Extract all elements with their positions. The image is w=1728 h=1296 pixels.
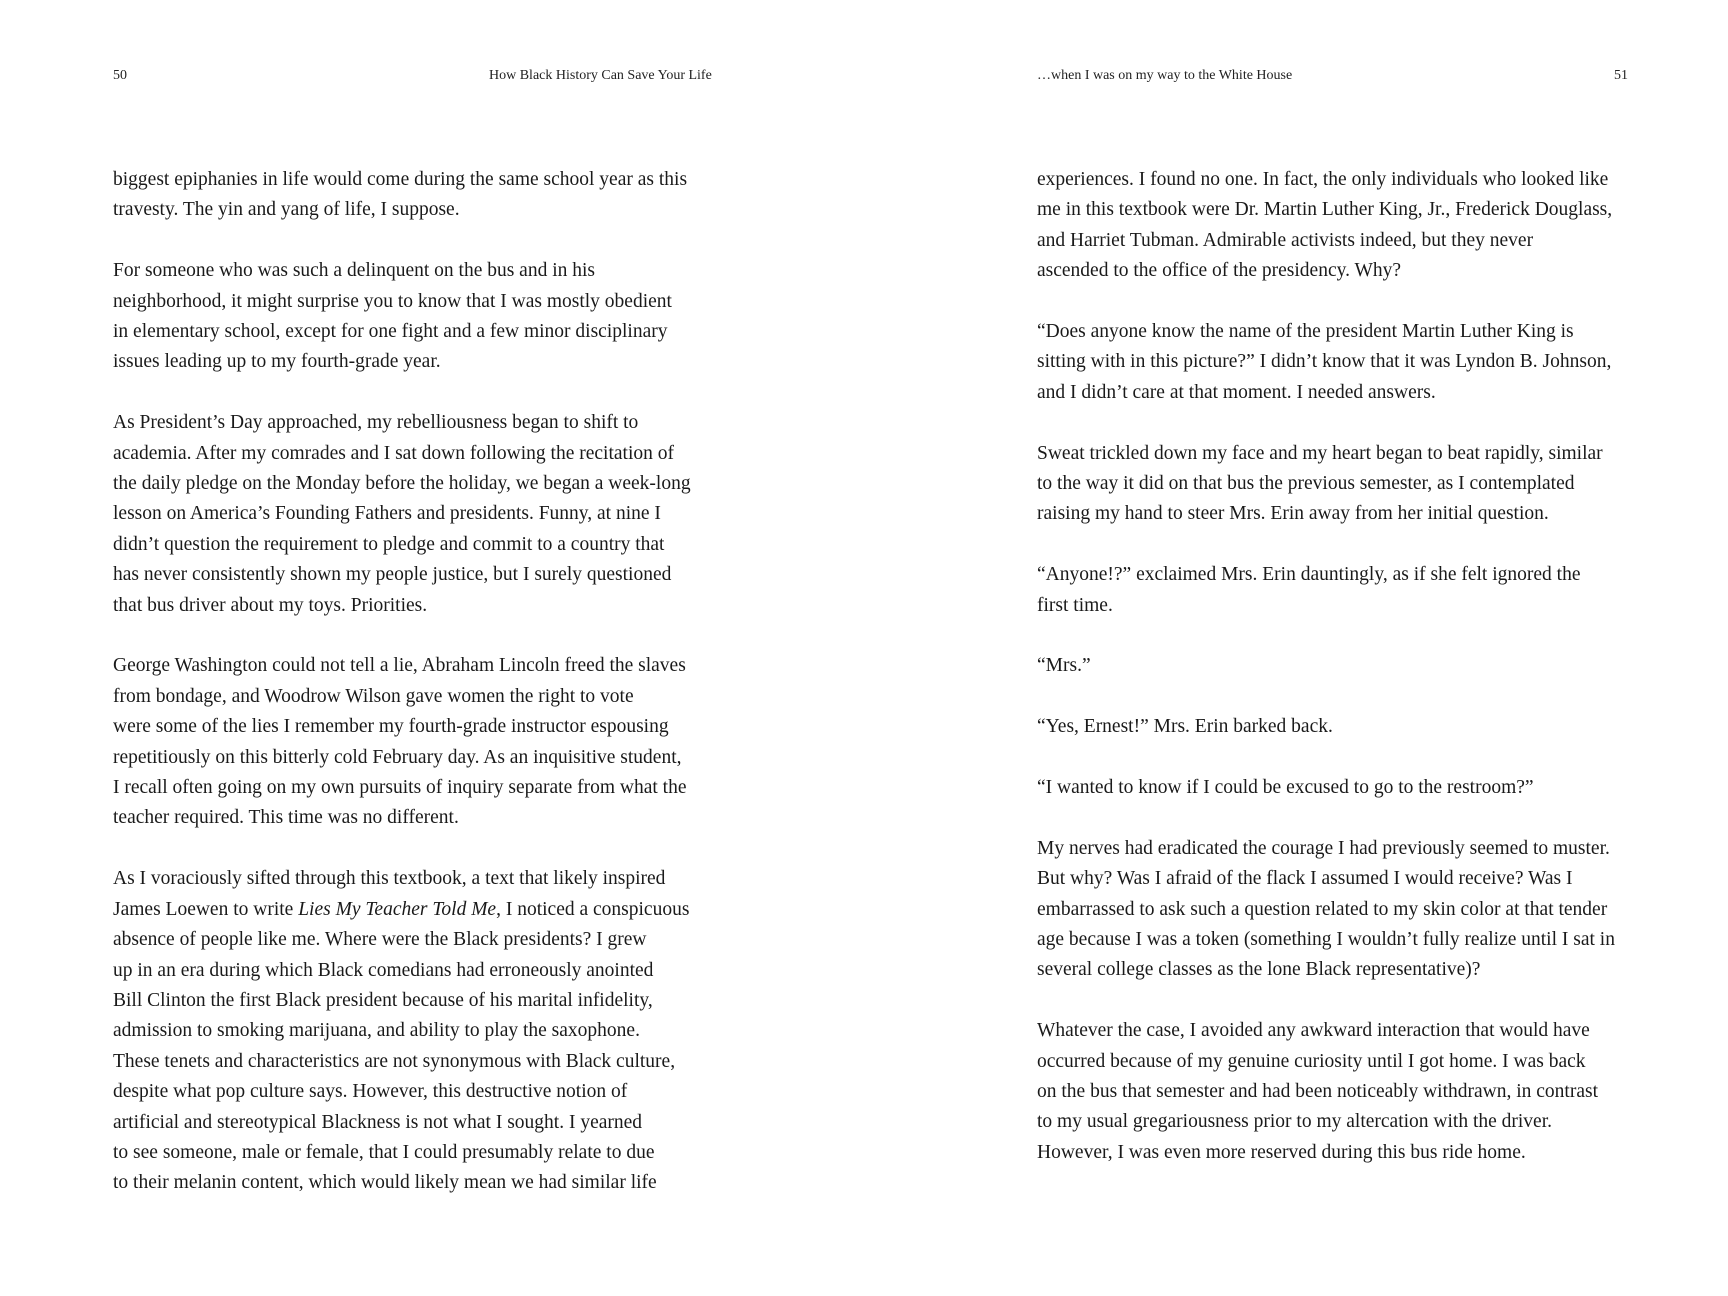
paragraph xyxy=(1037,439,1637,530)
text-line: on the bus that semester and had been noticeably withdrawn, in contrast xyxy=(1037,1081,1599,1103)
text-line: George Washington could not tell a lie, Abraham Lincoln freed the slaves xyxy=(113,655,686,677)
text-line: issues leading up to my fourth-grade year. xyxy=(113,351,441,373)
paragraph xyxy=(113,408,713,621)
text-line: admission to smoking marijuana, and ability to play the saxophone. xyxy=(113,1020,640,1042)
text-line: travesty. The yin and yang of life, I suppose. xyxy=(113,199,460,221)
paragraph xyxy=(1037,712,1637,742)
text-line: and Harriet Tubman. Admirable activists indeed, but they never xyxy=(1037,229,1534,251)
text-line: were some of the lies I remember my fourth-grade instructor espousing xyxy=(113,716,669,738)
text-line: lesson on America’s Founding Fathers and presidents. Funny, at nine I xyxy=(113,503,661,525)
text-line: raising my hand to steer Mrs. Erin away from her initial question. xyxy=(1037,503,1549,525)
text-line: in elementary school, except for one fight and a few minor disciplinary xyxy=(113,321,668,343)
text-line: “Mrs.” xyxy=(1037,655,1091,677)
paragraph xyxy=(113,256,713,378)
paragraph xyxy=(1037,165,1637,287)
text-line: For someone who was such a delinquent on the bus and in his xyxy=(113,260,596,282)
paragraph xyxy=(1037,651,1637,681)
text-line: to my usual gregariousness prior to my altercation with the driver. xyxy=(1037,1111,1553,1133)
text-line: ascended to the office of the presidency. Why? xyxy=(1037,260,1402,282)
text-line: to the way it did on that bus the previous semester, as I contemplated xyxy=(1037,473,1575,495)
text-line: neighborhood, it might surprise you to know that I was mostly obedient xyxy=(113,290,672,312)
text-line: age because I was a token (something I wouldn’t fully realize until I sat in xyxy=(1037,929,1615,951)
text-line: to see someone, male or female, that I could presumably relate to due xyxy=(113,1141,655,1163)
text-line: Bill Clinton the first Black president because of his marital infidelity, xyxy=(113,989,653,1011)
text-line: But why? Was I afraid of the flack I assumed I would receive? Was I xyxy=(1037,868,1573,890)
text-line: I recall often going on my own pursuits of inquiry separate from what the xyxy=(113,777,687,799)
paragraph xyxy=(1037,317,1637,408)
right-page xyxy=(864,0,1728,1296)
text-line: sitting with in this picture?” I didn’t know that it was Lyndon B. Johnson, xyxy=(1037,351,1612,373)
text-line: and I didn’t care at that moment. I needed answers. xyxy=(1037,381,1436,403)
right-body-text xyxy=(1037,165,1637,1199)
text-line: teacher required. This time was no different. xyxy=(113,807,459,829)
text-segment: James Loewen to write xyxy=(113,898,299,920)
text-line: As President’s Day approached, my rebelliousness began to shift to xyxy=(113,412,639,434)
text-line: experiences. I found no one. In fact, the only individuals who looked like xyxy=(1037,169,1609,190)
book-title-italic: Lies My Teacher Told Me xyxy=(298,898,497,920)
text-line: embarrassed to ask such a question related to my skin color at that tender xyxy=(1037,898,1608,920)
text-line: has never consistently shown my people justice, but I surely questioned xyxy=(113,564,672,586)
text-line: occurred because of my genuine curiosity until I got home. I was back xyxy=(1037,1050,1586,1072)
text-line: biggest epiphanies in life would come during the same school year as this xyxy=(113,169,688,190)
text-line: These tenets and characteristics are not synonymous with Black culture, xyxy=(113,1050,676,1072)
text-line: from bondage, and Woodrow Wilson gave women the right to vote xyxy=(113,685,634,707)
paragraph xyxy=(113,165,713,226)
paragraph xyxy=(1037,773,1637,803)
running-title: How Black History Can Save Your Life xyxy=(489,68,712,83)
text-line: absence of people like me. Where were the Black presidents? I grew xyxy=(113,929,647,951)
text-line: Whatever the case, I avoided any awkward interaction that would have xyxy=(1037,1020,1590,1042)
text-line: “Does anyone know the name of the president Martin Luther King is xyxy=(1037,321,1574,343)
text-line: several college classes as the lone Black representative)? xyxy=(1037,959,1481,981)
paragraph xyxy=(113,651,713,833)
text-line: despite what pop culture says. However, this destructive notion of xyxy=(113,1081,628,1103)
text-line: first time. xyxy=(1037,594,1113,616)
running-title: …when I was on my way to the White House xyxy=(1037,68,1293,83)
text-line: up in an era during which Black comedians had erroneously anointed xyxy=(113,959,654,981)
text-line: “Anyone!?” exclaimed Mrs. Erin dauntingly, as if she felt ignored the xyxy=(1037,564,1581,586)
paragraph xyxy=(1037,834,1637,986)
paragraph xyxy=(113,864,713,1198)
text-line: to their melanin content, which would likely mean we had similar life xyxy=(113,1172,657,1194)
text-line: Sweat trickled down my face and my heart began to beat rapidly, similar xyxy=(1037,442,1603,464)
text-line: repetitiously on this bitterly cold February day. As an inquisitive student, xyxy=(113,746,682,768)
text-line: My nerves had eradicated the courage I had previously seemed to muster. xyxy=(1037,837,1610,859)
text-line: “I wanted to know if I could be excused to go to the restroom?” xyxy=(1037,777,1534,799)
left-body-text xyxy=(113,165,713,1229)
text-segment: , I noticed a conspicuous xyxy=(496,898,690,920)
text-line: As I voraciously sifted through this textbook, a text that likely inspired xyxy=(113,868,666,890)
text-line: “Yes, Ernest!” Mrs. Erin barked back. xyxy=(1037,716,1333,738)
text-line: that bus driver about my toys. Priorities. xyxy=(113,594,428,616)
page-number: 51 xyxy=(1614,68,1628,83)
text-line xyxy=(113,895,713,925)
text-line: academia. After my comrades and I sat down following the recitation of xyxy=(113,442,674,464)
paragraph xyxy=(1037,560,1637,621)
text-line: didn’t question the requirement to pledge and commit to a country that xyxy=(113,533,665,555)
page-number: 50 xyxy=(113,68,127,83)
text-line: artificial and stereotypical Blackness is not what I sought. I yearned xyxy=(113,1111,643,1133)
paragraph xyxy=(1037,1016,1637,1168)
text-line: the daily pledge on the Monday before the holiday, we began a week-long xyxy=(113,473,691,495)
text-line: me in this textbook were Dr. Martin Luther King, Jr., Frederick Douglass, xyxy=(1037,199,1613,221)
text-line: However, I was even more reserved during this bus ride home. xyxy=(1037,1141,1526,1163)
